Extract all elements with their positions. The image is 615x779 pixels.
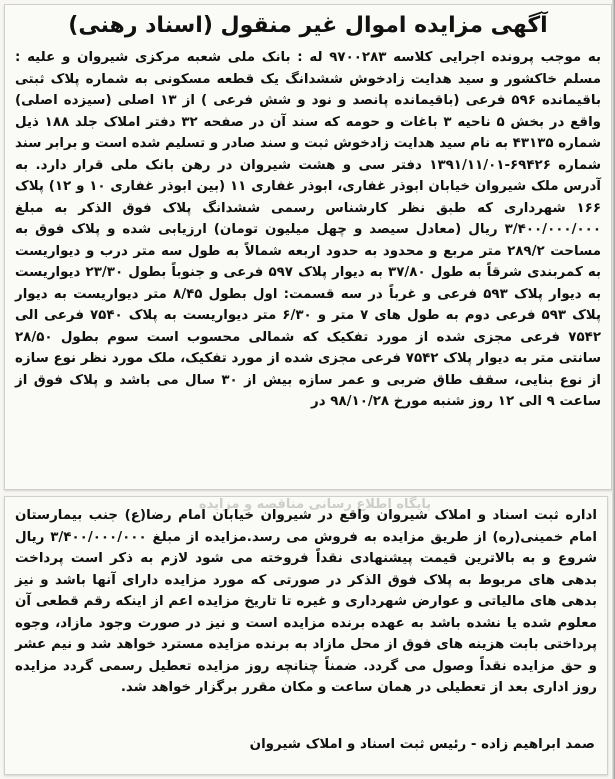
- notice-clipping-top: [4, 4, 612, 490]
- notice-paragraph-1: به موجب پرونده اجرایی کلاسه ۹۷۰۰۲۸۳ له : بانک ملی شعبه مرکزی شیروان و علیه : مسلم خاکشور و سید هدایت زادخوش ششدانگ یک قطعه مسکونی به شماره پلاک ثبتی باقیمانده ۵۹۶ فرعی (باقیمانده پانصد و نود و شش فرعی ) از ۱۳ اصلی (سیزده اصلی) واقع در بخش ۵ ناحیه ۳ باغات و حومه که سند آن در صفحه ۳۲ دفتر املاک جلد ۱۸۸ ذیل شماره ۴۳۱۳۵ به نام سید هدایت زادخوش ثبت و سند صادر و تسلیم شده است و برابر سند شماره ۶۹۴۲۶-۱۳۹۱/۱۱/۰۱ دفتر سی و هشت شیروان در رهن بانک ملی قرار دارد. به آدرس ملک شیروان خیابان ابوذر غفاری، ابوذر غفاری ۱۱ (بین ابوذر غفاری ۱۰ و ۱۲) پلاک ۱۶۶ شهرداری که طبق نظر کارشناس رسمی ششدانگ پلاک فوق الذکر به مبلغ ۳/۴۰۰/۰۰۰/۰۰۰ ریال (معادل سیصد و چهل میلیون تومان) ارزیابی شده و پلاک فوق به مساحت ۲۸۹/۲ متر مربع و محدود به حدود اربعه شمالاً به طول سه متر درب و دیواریست به کمربندی شرقاً به طول ۳۷/۸۰ به دیوار پلاک ۵۹۷ فرعی و جنوباً بطول ۲۳/۳۰ دیواریست به دیوار پلاک ۵۹۳ فرعی و غرباً در سه قسمت: اول بطول ۸/۴۵ متر دیواریست به دیوار پلاک ۵۹۳ فرعی دوم به طول های ۷ متر و ۶/۳۰ متر دیواریست به پلاک ۷۵۴۰ فرعی الی ۷۵۴۲ فرعی مجزی شده از مورد تفکیک که شمالی محسوب است سوم بطول ۲۸/۵۰ سانتی متر به دیوار پلاک ۷۵۴۲ فرعی مجزی شده از مورد تفکیک، ملک مورد نظر نوع سازه از نوع بنایی، سقف طاق ضربی و عمر سازه بیش از ۳۰ سال می باشد و پلاک فوق از ساعت ۹ الی ۱۲ روز شنبه مورخ ۹۸/۱۰/۲۸ در: [15, 50, 602, 409]
- notice-signature: صمد ابراهیم زاده - رئیس ثبت اسناد و املاک شیروان: [249, 737, 595, 752]
- notice-paragraph-2: اداره ثبت اسناد و املاک شیروان واقع در شیروان خیابان امام رضا(ع) جنب بیمارستان امام خمینی(ره) از طریق مزایده به فروش می رسد.مزایده از مبلغ ۳/۴۰۰/۰۰۰/۰۰۰ ریال شروع و به بالاترین قیمت پیشنهادی نقداً فروخته می شود لازم به ذکر است پرداخت بدهی های مربوط به پلاک فوق الذکر در صورتی که مورد مزایده دارای آنها باشد و نیز بدهی های مالیاتی و عوارض شهرداری و غیره تا تاریخ مزایده اعم از اینکه رقم قطعی آن معلوم شده یا نشده باشد به عهده برنده مزایده است و نیز در صورت وجود مازاد، وجوه پرداختی بابت هزینه های فوق از محل مازاد به برنده مزایده مسترد خواهد شد و نیم عشر و حق مزایده نقداً وصول می گردد. ضمناً چنانچه روز مزایده تعطیل رسمی گردد مزایده روز اداری بعد از تعطیلی در همان ساعت و مکان مقرر برگزار خواهد شد.: [15, 508, 597, 695]
- notice-title: آگهی مزایده اموال غیر منقول (اسناد رهنی): [68, 13, 548, 38]
- notice-clipping-bottom: [4, 496, 608, 775]
- watermark-text: پایگاه اطلاع رسانی مناقصه و مزایده: [198, 497, 432, 512]
